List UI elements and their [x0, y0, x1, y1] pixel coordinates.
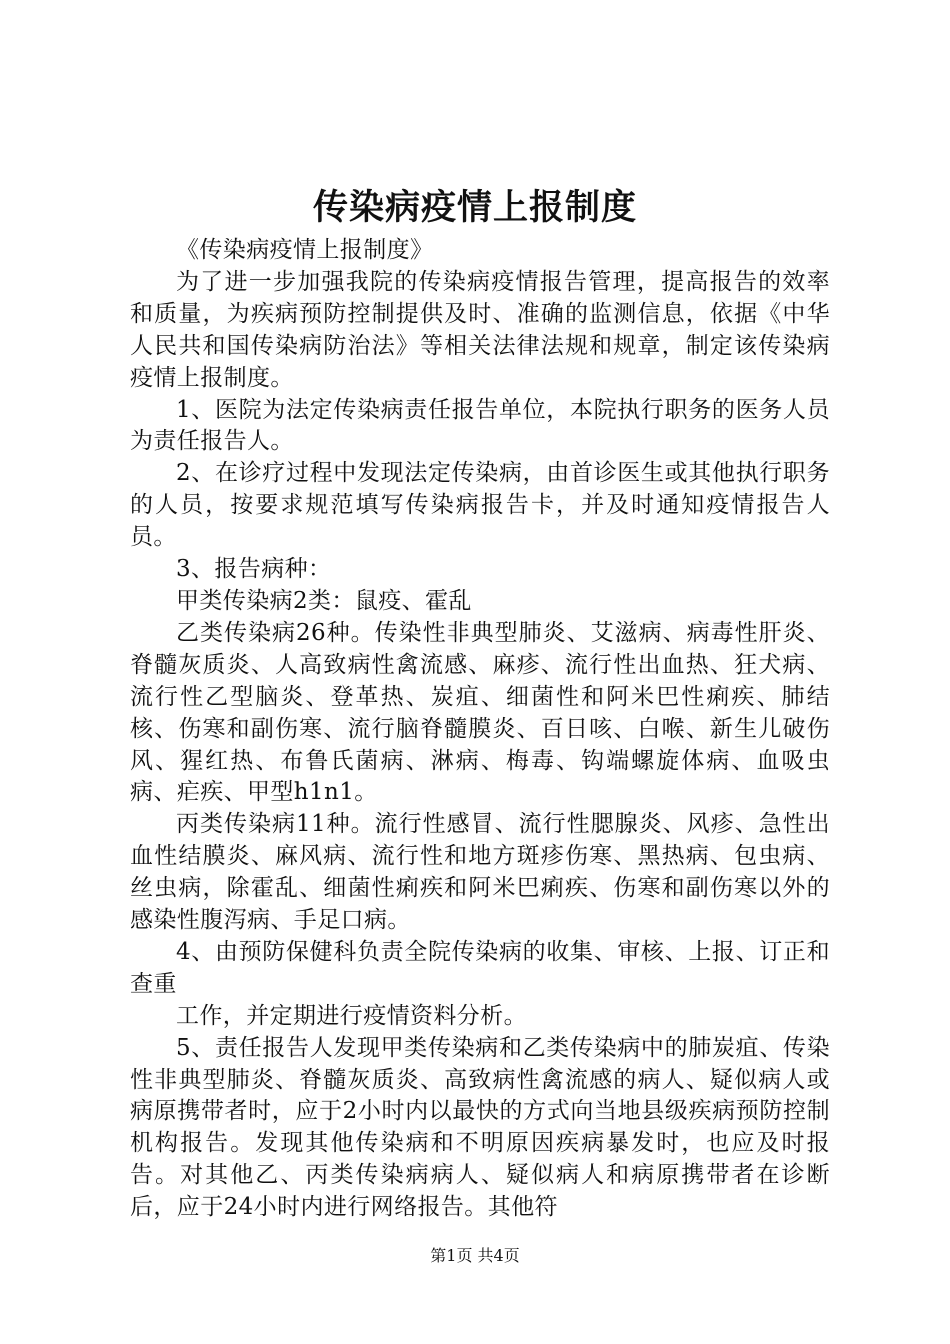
paragraph-item-2: 2、在诊疗过程中发现法定传染病，由首诊医生或其他执行职务的人员，按要求规范填写传染病报告卡，并及时通知疫情报告人员。 — [130, 460, 830, 551]
paragraph-item-1: 1、医院为法定传染病责任报告单位，本院执行职务的医务人员为责任报告人。 — [130, 396, 830, 455]
paragraph-class-a: 甲类传染病2类：鼠疫、霍乱 — [176, 587, 472, 614]
paragraph-item-4-cont: 工作，并定期进行疫情资料分析。 — [176, 1002, 527, 1029]
paragraph-class-c: 丙类传染病11种。流行性感冒、流行性腮腺炎、风疹、急性出血性结膜炎、麻风病、流行性和地方斑疹伤寒、黑热病、包虫病、丝虫病，除霍乱、细菌性痢疾和阿米巴痢疾、伤寒和副伤寒以外的感染性腹泻病、手足口病。 — [130, 811, 830, 934]
paragraph-class-b: 乙类传染病26种。传染性非典型肺炎、艾滋病、病毒性肝炎、脊髓灰质炎、人高致病性禽流感、麻疹、流行性出血热、狂犬病、流行性乙型脑炎、登革热、炭疽、细菌性和阿米巴性痢疾、肺结核、伤寒和副伤寒、流行脑脊髓膜炎、百日咳、白喉、新生儿破伤风、猩红热、布鲁氏菌病、淋病、梅毒、钩端螺旋体病、血吸虫病、疟疾、甲型h1n1。 — [130, 619, 830, 806]
paragraph-intro: 为了进一步加强我院的传染病疫情报告管理，提高报告的效率和质量，为疾病预防控制提供及时、准确的监测信息，依据《中华人民共和国传染病防治法》等相关法律法规和规章，制定该传染病疫情上报制度。 — [130, 268, 830, 391]
paragraph-subtitle: 《传染病疫情上报制度》 — [176, 237, 434, 263]
document-title: 传染病疫情上报制度 — [312, 187, 637, 228]
paragraph-item-3: 3、报告病种： — [176, 556, 332, 583]
paragraph-item-5: 5、责任报告人发现甲类传染病和乙类传染病中的肺炭疽、传染性非典型肺炎、脊髓灰质炎、高致病性禽流感的病人、疑似病人或病原携带者时，应于2小时内以最快的方式向当地县级疾病预防控制机构报告。发现其他传染病和不明原因疾病暴发时，也应及时报告。对其他乙、丙类传染病病人、疑似病人和病原携带者在诊断后，应于24小时内进行网络报告。其他符 — [130, 1034, 830, 1221]
page-number: 第1页 共4页 — [430, 1246, 520, 1265]
paragraph-item-4: 4、由预防保健科负责全院传染病的收集、审核、上报、订正和查重 — [130, 938, 830, 997]
document-body — [130, 235, 830, 1224]
